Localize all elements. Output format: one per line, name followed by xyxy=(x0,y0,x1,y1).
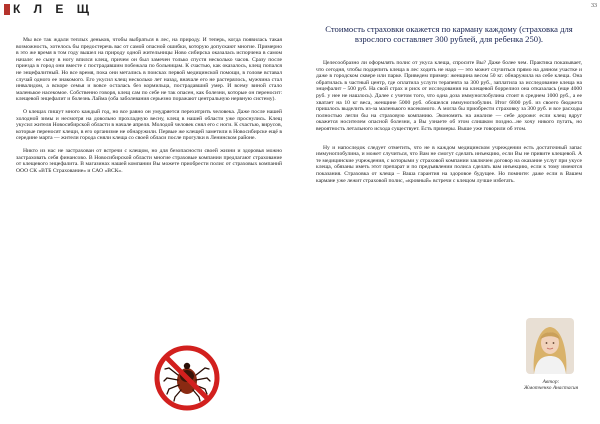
no-tick-icon xyxy=(154,345,220,411)
header-accent-bar xyxy=(4,4,10,15)
right-paragraph-2: Ну и напоследок следует отметить, что не в каждом медицинском учреждении есть достаточный запас иммуноглобулина, и может случиться, что Вам не смогут сделать инъекцию, если Вы не привите клещевой. А те медицинские учреждения, с которыми у страховой компании заключен договор на оказание услуг при укусе клеща, обязаны иметь этот препарат и по предъявлении полиса сделать вам инъекцию, если к тому имеются показания. Страховка от клеща – Ваша гарантия на здоровое будущее. Но помните: даже если в Вашем кармане уже лежит страховой полис, «кровный» встречи с клещом лучше избегать. xyxy=(316,144,582,184)
page-number: 33 xyxy=(591,3,597,9)
author-label: Автор: xyxy=(542,379,560,385)
left-paragraph-1: Мы все так ждали теплых деньков, чтобы выбраться в лес, на природу. И теперь, когда появилась такая возможность, хотелось бы предостеречь вас от самой опасной ошибки, которую допускают многие. Примерно в это же время в том году вышел на природу одной жительницы Ново сибирска оказалась испорчена в самом начале: ее сыну в ногу впился клещ, причем он был замечен только спустя несколько часов. Сразу после приезда в город они вместе с пострадавшим побежала по больницам. К счастью, как оказалось, клещ попался не энцефалитный. Но все время, пока они метались в поисках первой медицинской помощи, в голове вставал случай одного ее знакомого. Его укусил клещ несколько лет назад, вначале его не растерялось, мужчина стал инвалидом, а вскоре семья и вовсе осталась без кормильца, пострадавший умер. И всему виной стало маленькое насекомое. Собственно говоря, клещ сам по себе не так опасен, как болезни, которые он переносит: клещевой энцефалит и болезнь Лайма (оба заболевания серьезно поражают центральную нервную систему). xyxy=(16,37,282,103)
author-caption xyxy=(514,379,588,391)
right-paragraph-1: Целесообразно ли оформлять полис от укуса клеща, спросите Вы? Даже более чем. Практика показывает, что сегодня, чтобы подцепить клеща в лес ходить не надо — это может случиться прямо на дачном участке и даже в городском сквере или парке. Приведем пример: женщина весом 50 кг. обнаружила на себе клеща. Она обратилась в частный центр, где оплатила услуги терапевта за 300 руб., заплатила за исследование клеща на энцефалит – 500 руб. На свой страх и риск от исследования на клещевой боррелиоз она отказалась (еще 4000 руб. у нее не нашлось). Далее с учетом того, что одна доза иммуноглобулина стоит в среднем 1000 руб., а ее хватает на 10 кг веса, женщине 5000 руб. обошелся иммуноглобулин. Итог 6800 руб. из своего бюджета пришлось выделить из-за маленького насекомого. А могла бы приобрести страховку за 300 руб. и все расходы полностью легли бы на страховую компанию. Экономить на анализе — себе дороже: если клещ вдруг окажется носителем опасной болезни, а Вы узнаете об этом слишком поздно...не хочу никого пугать, но вероятность летального исхода существует. Есть примеры. Выше уже говорили об этом. xyxy=(316,60,582,132)
left-column xyxy=(16,37,282,180)
insurance-subtitle: Стоимость страховки окажется по карману каждому (страховка для взрослого составляет 300 рублей, для ребенка 250). xyxy=(325,24,573,44)
page-header xyxy=(0,2,94,16)
author-name: Жмотченко Анастасия xyxy=(523,385,579,392)
right-column xyxy=(316,60,582,190)
author-photo xyxy=(526,318,574,374)
left-paragraph-3: Никто из нас не застрахован от встречи с клещом, но для безопасности своей жизни и здоровья можно застраховать себя финансово. В Новосибирской области многие страховые компании предлагают страхование от клещевого энцефалита. В магазинах нашей компании Вы можете приобрести полис от страховых компаний ООО СК «ВТБ Страхование» и САО «ВСК». xyxy=(16,147,282,174)
left-paragraph-2: О клещах пишут много каждый год, но все равно он умудряется перехитрить человека. Даже после нашей холодной зимы и несмотря на довольно прохладную весну, клещ в нашей области уже проснулись. Клещ укусил жителя Новосибирской области в начале апреля. Молодой человек снял его с ноги. К счастью, вирусов, которые переносят клещи, в его организме не обнаружили. Первые же клещей заметили в Новосибирске ещё в середине марта — жители города сняли клеща со своей обласи после прогулки в Ленинском районе. xyxy=(16,108,282,142)
page-title: К Л Е Щ xyxy=(13,2,94,16)
